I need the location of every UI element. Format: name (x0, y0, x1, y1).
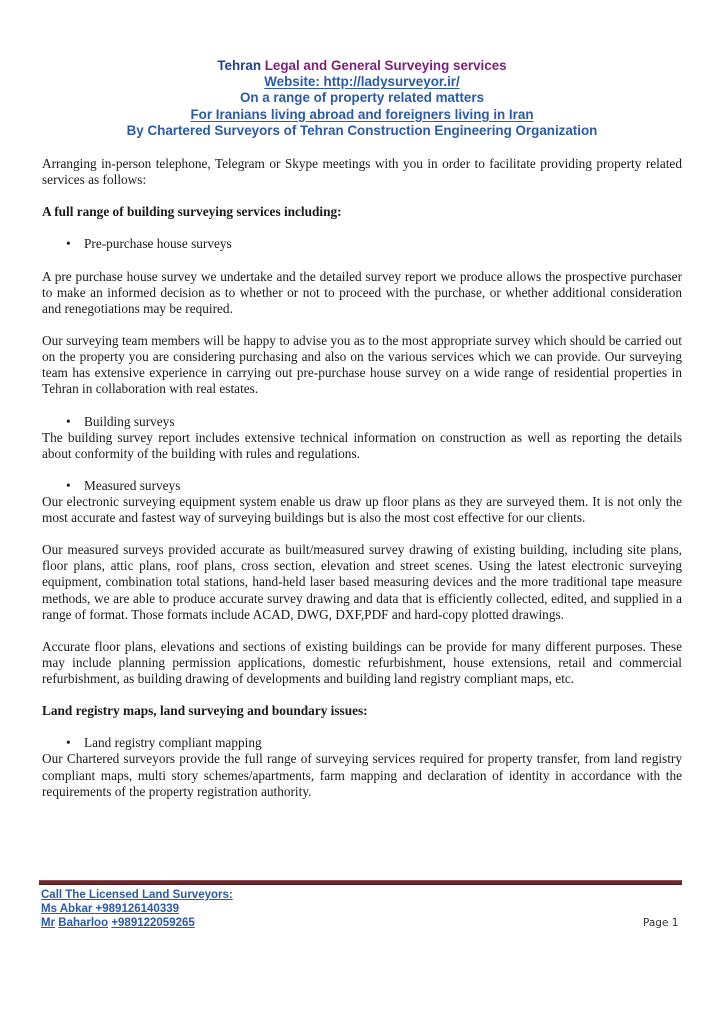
header-title (0, 58, 724, 74)
contact-abkar-phone[interactable]: +989126140339 (95, 903, 180, 916)
paragraph-measured-surveys: Our measured surveys provided accurate as built/measured survey drawing of existing building, including site plans, floor plans, attic plans, roof plans, cross section, elevation and street scenes. Using the latest electronic surveying equipment, combination total stations, hand-held laser based measuring devices and the more traditional tape measure methods, we are able to produce accurate survey drawing and data that is efficiently collected, edited, and supplied in a range of format. Those formats include ACAD, DWG, DXF,PDF and hard-copy plotted drawings. (42, 542, 682, 622)
bullet-pre-purchase (42, 236, 682, 252)
bullet-label: Building surveys (84, 413, 175, 429)
contact-abkar-name[interactable]: Ms Abkar (41, 903, 93, 916)
document-body (42, 156, 682, 800)
paragraph-floor-plans: Accurate floor plans, elevations and sections of existing buildings can be provide for many different purposes. These may include planning permission applications, domestic refurbishment, house extensions, retail and commercial refurbishment, as building drawing of developments and building land registry compliant maps, etc. (42, 638, 682, 686)
bullet-label: Measured surveys (84, 477, 181, 493)
section-heading-land-registry: Land registry maps, land surveying and boundary issues: (42, 703, 368, 719)
header-organization: By Chartered Surveyors of Tehran Construction Engineering Organization (126, 122, 598, 138)
bullet-icon: • (66, 735, 71, 751)
bullet-land-registry-mapping (42, 735, 682, 751)
document-header (0, 58, 724, 139)
paragraph-team-advice: Our surveying team members will be happy to advise you as to the most appropriate survey which should be carried out on the property you are considering purchasing and also on the various services which we can provide. Our surveying team has extensive experience in carrying out pre-purchase house survey on a wide range of residential properties in Tehran in collaboration with real estates. (42, 333, 682, 397)
paragraph-building-survey-report: The building survey report includes extensive technical information on construction as well as reporting the details about conformity of the building with rules and regulations. (42, 429, 682, 461)
header-subtitle: On a range of property related matters (239, 90, 485, 106)
website-link[interactable]: Website: http://ladysurveyor.ir/ (264, 74, 460, 90)
paragraph-chartered-surveyors: Our Chartered surveyors provide the full range of surveying services required for property transfer, from land registry compliant maps, multi story schemes/apartments, farm mapping and declaration of identity in accordance with the requirements of the property registration authority. (42, 751, 682, 799)
header-title-tehran: Tehran (217, 58, 262, 73)
bullet-measured-surveys (42, 478, 682, 494)
document-footer (41, 888, 233, 931)
bullet-icon: • (66, 477, 71, 493)
contact-baharloo-name[interactable]: Baharloo (58, 917, 109, 930)
paragraph-pre-purchase: A pre purchase house survey we undertake and the detailed survey report we produce allows the prospective purchaser to make an informed decision as to whether or not to proceed with the purchase, or whether additional consideration and renegotiations may be required. (42, 268, 682, 316)
page-number: Page 1 (643, 917, 679, 929)
contact-baharloo-phone[interactable]: +989122059265 (111, 917, 195, 930)
bullet-building-surveys (42, 414, 682, 430)
call-surveyors-link[interactable]: Call The Licensed Land Surveyors: (41, 889, 233, 901)
bullet-icon: • (66, 413, 71, 429)
paragraph-electronic-equipment: Our electronic surveying equipment system enable us draw up floor plans as they are surveyed them. It is not only the most accurate and fastest way of surveying buildings but is also the most cost effective for our clients. (42, 493, 682, 526)
header-audience-link[interactable]: For Iranians living abroad and foreigners living in Iran (190, 106, 534, 122)
bullet-label: Pre-purchase house surveys (84, 236, 232, 252)
bullet-label: Land registry compliant mapping (84, 735, 262, 751)
header-title-services: Legal and General Surveying services (261, 58, 507, 73)
footer-divider (39, 880, 682, 885)
bullet-icon: • (66, 236, 71, 252)
intro-paragraph: Arranging in-person telephone, Telegram or Skype meetings with you in order to facilitate providing property related services as follows: (42, 156, 682, 188)
section-heading-building-surveying: A full range of building surveying services including: (42, 204, 342, 220)
contact-baharloo-title[interactable]: Mr (41, 917, 56, 930)
